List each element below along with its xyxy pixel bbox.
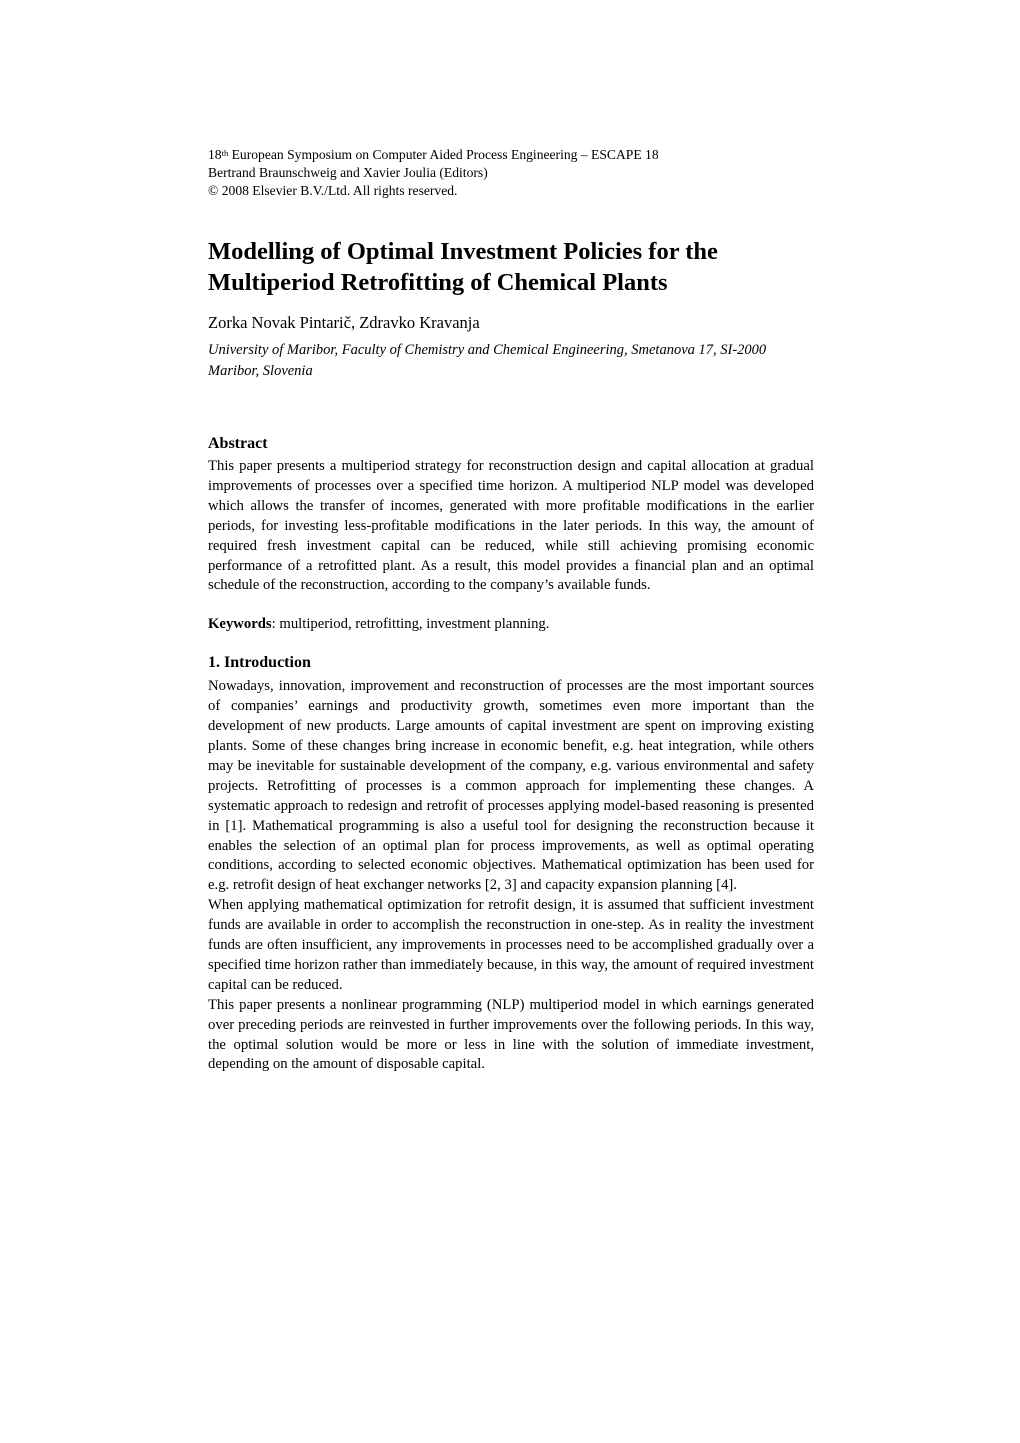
keywords-line: [208, 615, 814, 635]
header-symposium-line: [208, 146, 814, 164]
keywords-label: Keywords: [208, 616, 272, 633]
abstract-text: This paper presents a multiperiod strategy for reconstruction design and capital allocation at gradual improvements of processes over a specified time horizon. A multiperiod NLP model was developed which allows the transfer of incomes, generated with more profitable modifications in the earlier periods, for investing less-profitable modifications in the later periods. In this way, the amount of required fresh investment capital can be reduced, while still achieving promising economic performance of a retrofitted plant. As a result, this model provides a financial plan and an optimal schedule of the reconstruction, according to the company’s available funds.: [208, 458, 814, 594]
paper-title: Modelling of Optimal Investment Policies for the Multiperiod Retrofitting of Chemical Plants: [208, 238, 718, 296]
introduction-paragraph: Nowadays, innovation, improvement and reconstruction of processes are the most important sources of companies’ earnings and productivity growth, sometimes even more important than the development of new products. Large amounts of capital investment are spent on improving existing plants. Some of these changes bring increase in economic benefit, e.g. heat integration, while others may be inevitable for sustainable development of the company, e.g. various environmental and safety projects. Retrofitting of processes is a common approach for implementing these changes. A systematic approach to redesign and retrofit of processes applying model-based reasoning is presented in [1]. Mathematical programming is also a useful tool for designing the reconstruction because it enables the selection of an optimal plan for process improvements, as well as optimal operating conditions, according to selected economic objectives. Mathematical optimization has been used for e.g. retrofit design of heat exchanger networks [2, 3] and capacity expansion planning [4].: [208, 678, 814, 894]
introduction-paragraph: When applying mathematical optimization for retrofit design, it is assumed that sufficient investment funds are available in order to accomplish the reconstruction in one-step. As in reality the investment funds are often insufficient, any improvements in processes need to be accomplished gradually over a specified time horizon rather than immediately because, in this way, the amount of required investment capital can be reduced.: [208, 897, 814, 993]
header-symposium-name: European Symposium on Computer Aided Process Engineering – ESCAPE 18: [228, 147, 659, 162]
introduction-heading: 1. Introduction: [208, 654, 311, 672]
introduction-paragraph: This paper presents a nonlinear programming (NLP) multiperiod model in which earnings generated over preceding periods are reinvested in further improvements over the following periods. In this way, the optimal solution would be more or less in line with the solution of immediate investment, depending on the amount of disposable capital.: [208, 996, 814, 1073]
keywords-text: : multiperiod, retrofitting, investment planning.: [271, 616, 550, 633]
author-affiliation: University of Maribor, Faculty of Chemistry and Chemical Engineering, Smetanova 17, SI-2000 Maribor, Slovenia: [208, 342, 767, 379]
author-list: Zorka Novak Pintarič, Zdravko Kravanja: [208, 313, 480, 332]
header-block: [208, 146, 814, 200]
header-ordinal: 18: [208, 147, 222, 162]
header-ordinal-suffix: th: [221, 148, 229, 158]
paper-page: [208, 146, 814, 1075]
abstract-heading: Abstract: [208, 435, 268, 452]
header-editors-line: Bertrand Braunschweig and Xavier Joulia (Editors): [208, 165, 488, 180]
header-copyright-line: © 2008 Elsevier B.V./Ltd. All rights reserved.: [208, 183, 458, 198]
